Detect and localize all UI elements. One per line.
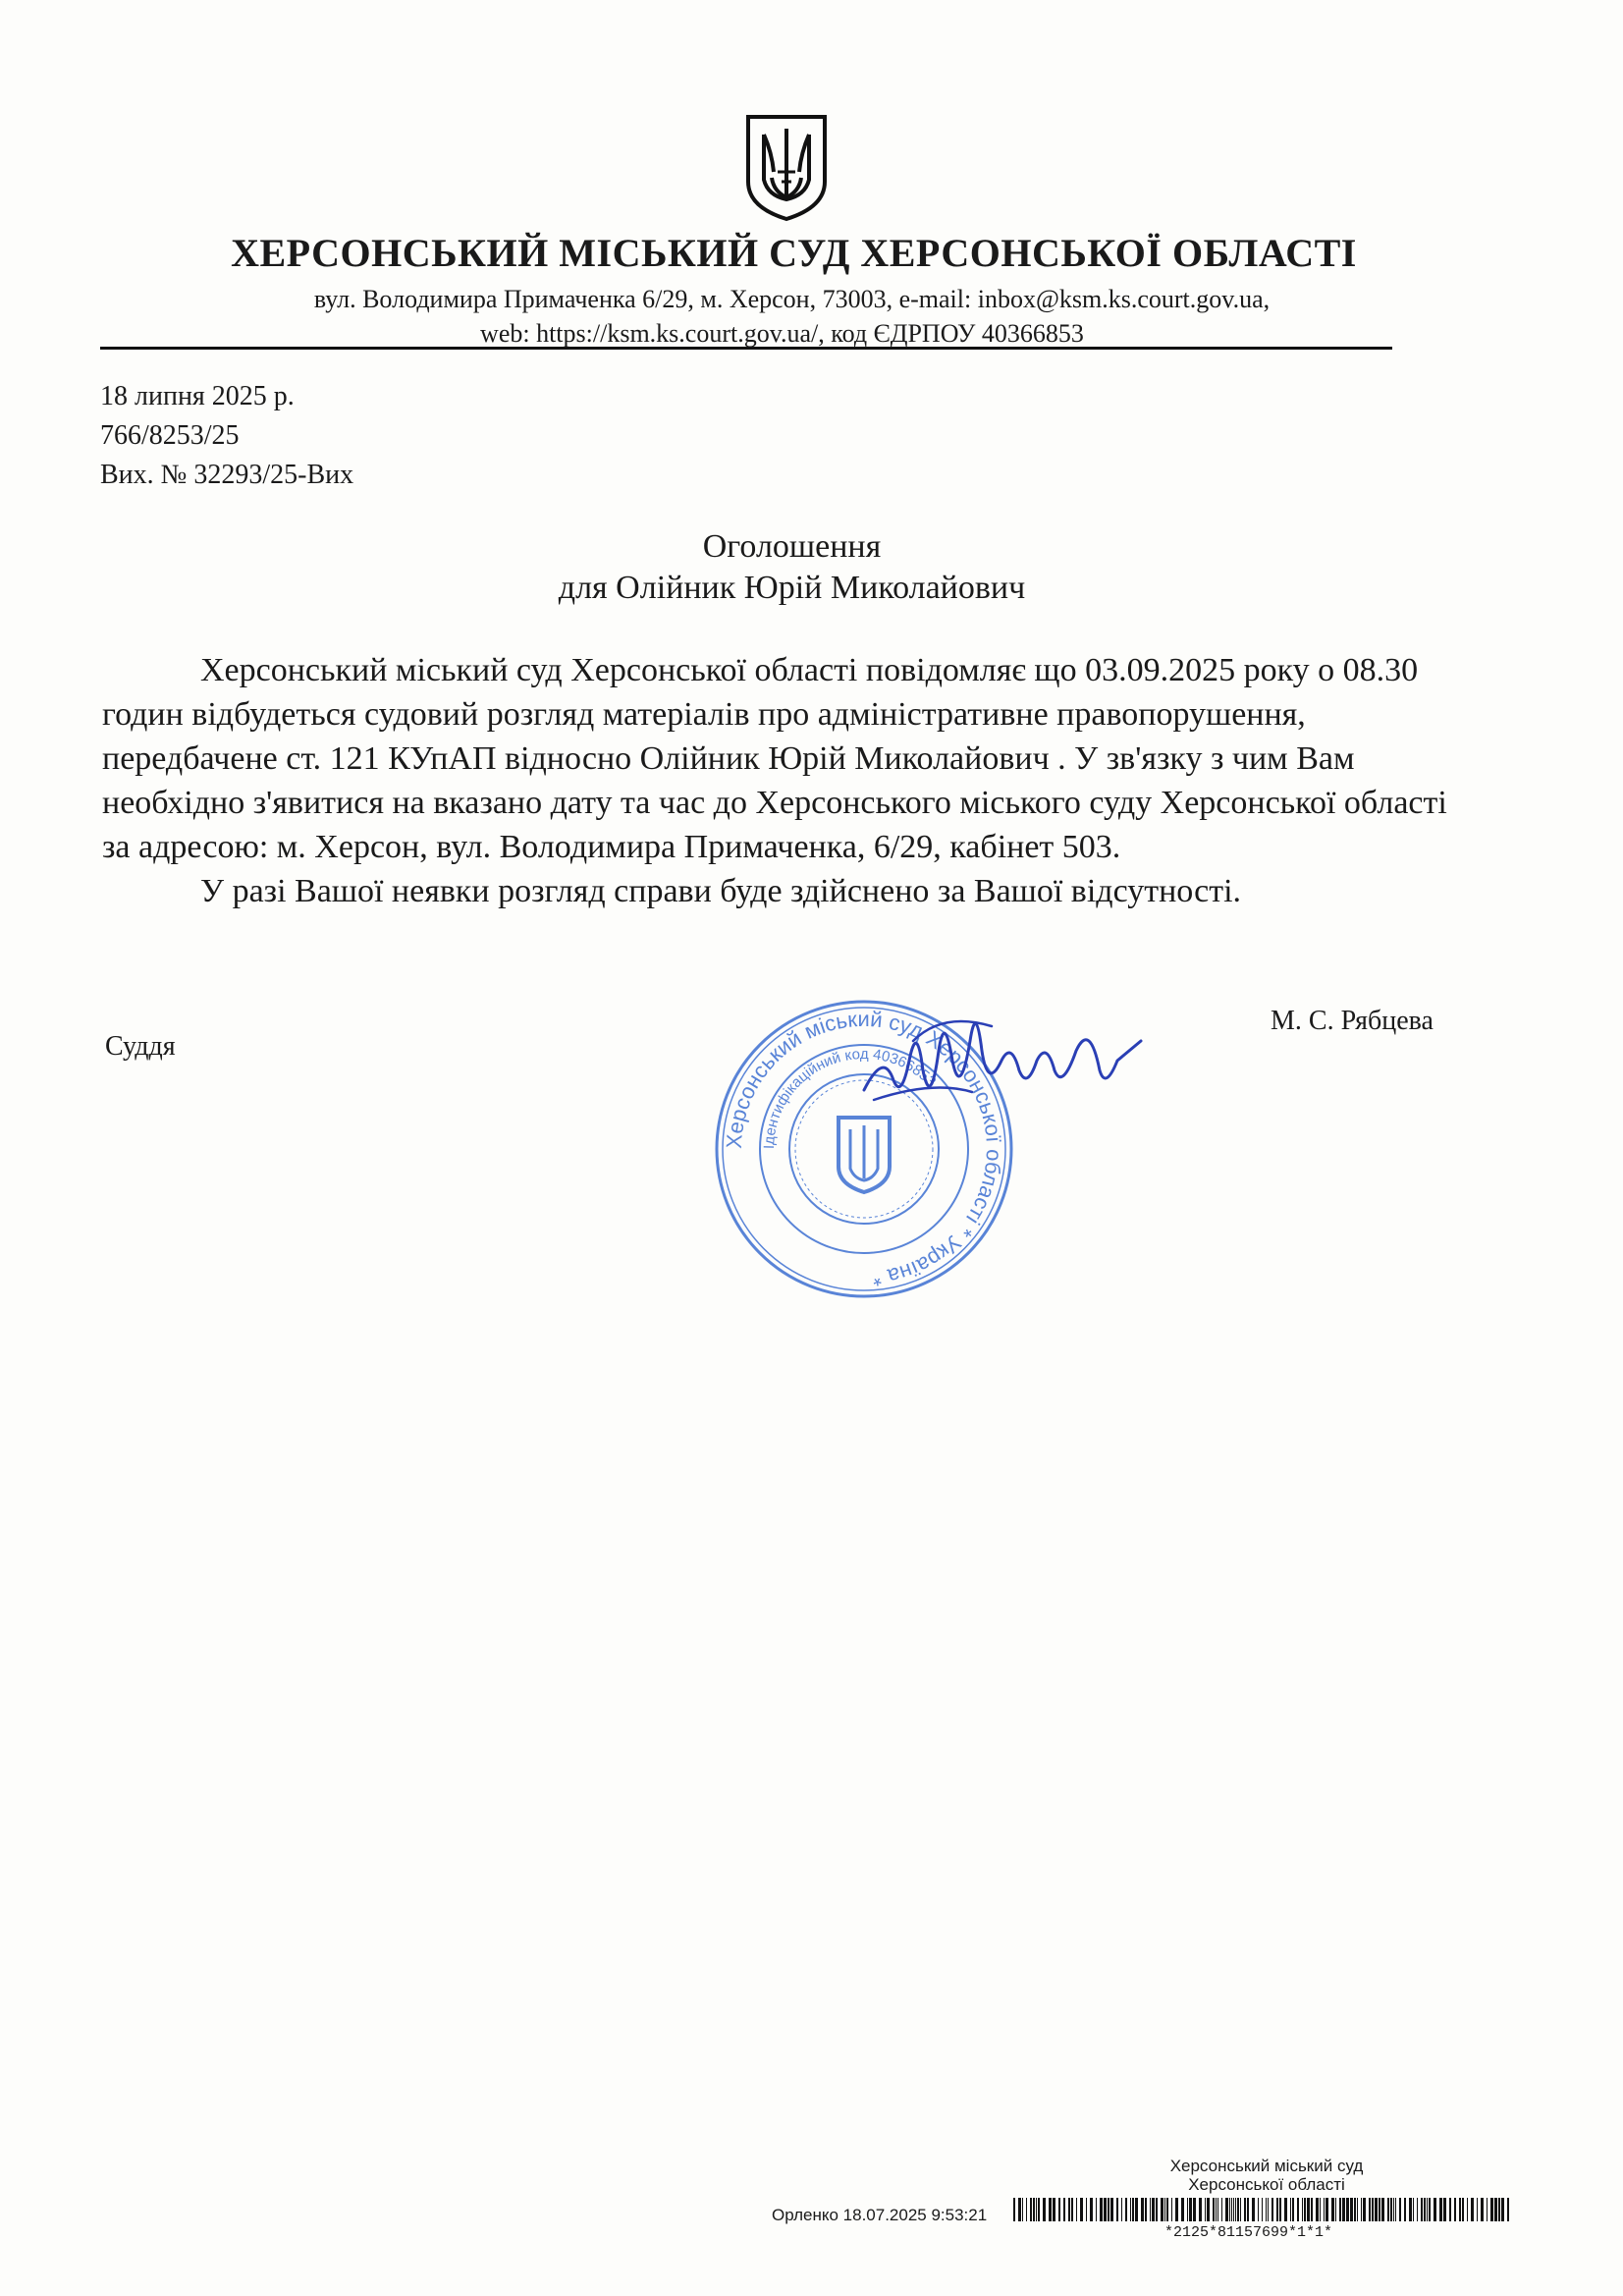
stamp-inner-text: Ідентифікаційний код 40366853 — [760, 1045, 940, 1150]
court-name: ХЕРСОНСЬКИЙ МІСЬКИЙ СУД ХЕРСОНСЬКОЇ ОБЛАСТІ — [231, 231, 1357, 275]
court-web: web: https://ksm.ks.court.gov.ua/, код ЄДРПОУ 40366853 — [480, 319, 1084, 348]
header-divider — [100, 347, 1392, 350]
footer-author-timestamp: Орленко 18.07.2025 9:53:21 — [772, 2206, 988, 2224]
court-address: вул. Володимира Примаченка 6/29, м. Херсон, 73003, e-mail: inbox@ksm.ks.court.gov.ua, — [313, 285, 1271, 313]
notice-title: Оголошення — [702, 528, 882, 565]
notice-paragraph-1: Херсонський міський суд Херсонської області повідомляє що 03.09.2025 року о 08.30 годин відбудеться судовий розгляд матеріалів про адміністративне правопорушення, передбачене ст. 121 КУпАП відносно Олійник Юрій Миколайович . У зв'язку з чим Вам необхідно з'явитися на вказано дату та час до Херсонського міського суду Херсонської області за адресою: м. Херсон, вул. Володимира Примаченка, 6/29, кабінет 503. — [102, 652, 1447, 865]
notice-body — [102, 648, 1457, 913]
stamp-outer-text: Херсонський міський суд Херсонської області * Україна * — [721, 1006, 1007, 1291]
notice-paragraph-2: У разі Вашої неявки розгляд справи буде здійснено за Вашої відсутності. — [200, 873, 1242, 909]
judge-name: М. С. Рябцева — [1271, 1006, 1434, 1036]
document-date: 18 липня 2025 р. — [100, 381, 295, 411]
case-number: 766/8253/25 — [100, 420, 240, 451]
judge-signature — [854, 982, 1149, 1129]
judge-role: Суддя — [105, 1031, 176, 1062]
footer-court-line-2: Херсонської області — [1188, 2175, 1345, 2194]
footer-court — [1154, 2157, 1380, 2194]
barcode-icon — [1013, 2198, 1512, 2221]
notice-addressee: для Олійник Юрій Миколайович — [558, 570, 1026, 606]
coat-of-arms-icon — [744, 113, 829, 223]
footer-court-line-1: Херсонський міський суд — [1169, 2157, 1364, 2175]
barcode-code: *2125*81157699*1*1* — [1164, 2224, 1333, 2241]
outgoing-number: Вих. № 32293/25-Вих — [100, 460, 354, 490]
